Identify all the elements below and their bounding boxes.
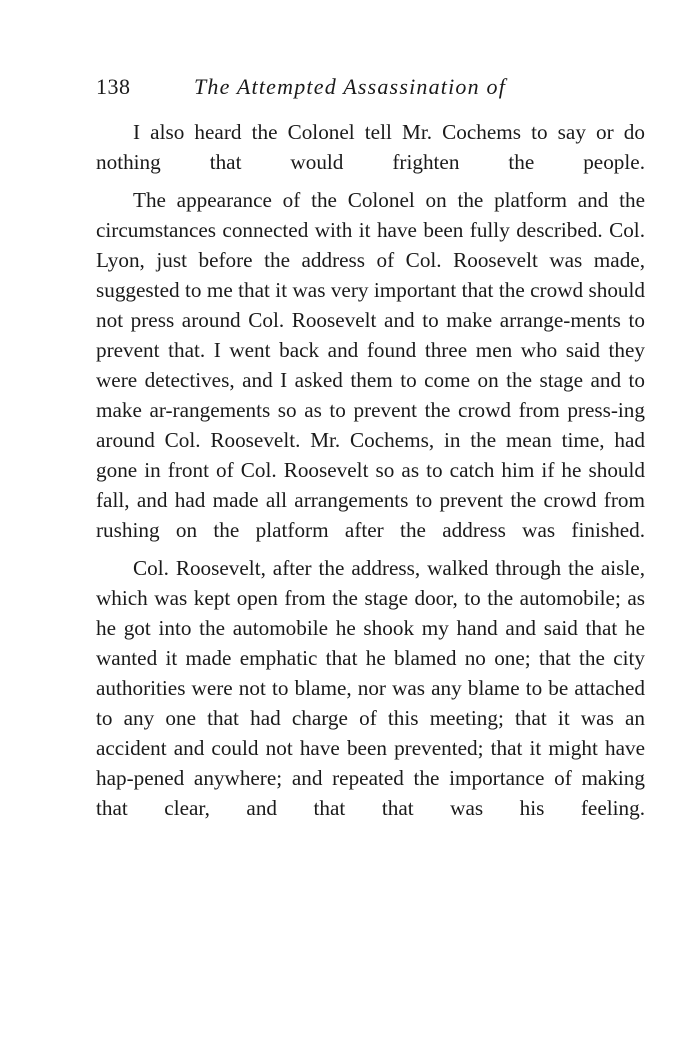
book-page <box>96 70 645 823</box>
running-title: The Attempted Assassination of <box>194 74 507 99</box>
body-text <box>96 117 645 823</box>
paragraph-2: The appearance of the Colonel on the platform and the circumstances connected with it have been fully described. Col. Lyon, just before the address of Col. Roosevelt was made, suggested to me that it was very important that the crowd should not press around Col. Roosevelt and to make arrange-ments to prevent that. I went back and found three men who said they were detectives, and I asked them to come on the stage and to make ar-rangements so as to prevent the crowd from press-ing around Col. Roosevelt. Mr. Cochems, in the mean time, had gone in front of Col. Roosevelt so as to catch him if he should fall, and had made all arrangements to prevent the crowd from rushing on the platform after the address was finished. <box>96 188 645 542</box>
page-number: 138 <box>96 74 131 99</box>
running-head <box>96 70 645 104</box>
paragraph-1: I also heard the Colonel tell Mr. Cochems to say or do nothing that would frighten the people. <box>96 120 645 174</box>
paragraph-3: Col. Roosevelt, after the address, walked through the aisle, which was kept open from the stage door, to the automobile; as he got into the automobile he shook my hand and said that he wanted it made emphatic that he blamed no one; that the city authorities were not to blame, nor was any blame to be attached to any one that had charge of this meeting; that it was an accident and could not have been prevented; that it might have hap-pened anywhere; and repeated the importance of making that clear, and that that was his feeling. <box>96 556 645 820</box>
